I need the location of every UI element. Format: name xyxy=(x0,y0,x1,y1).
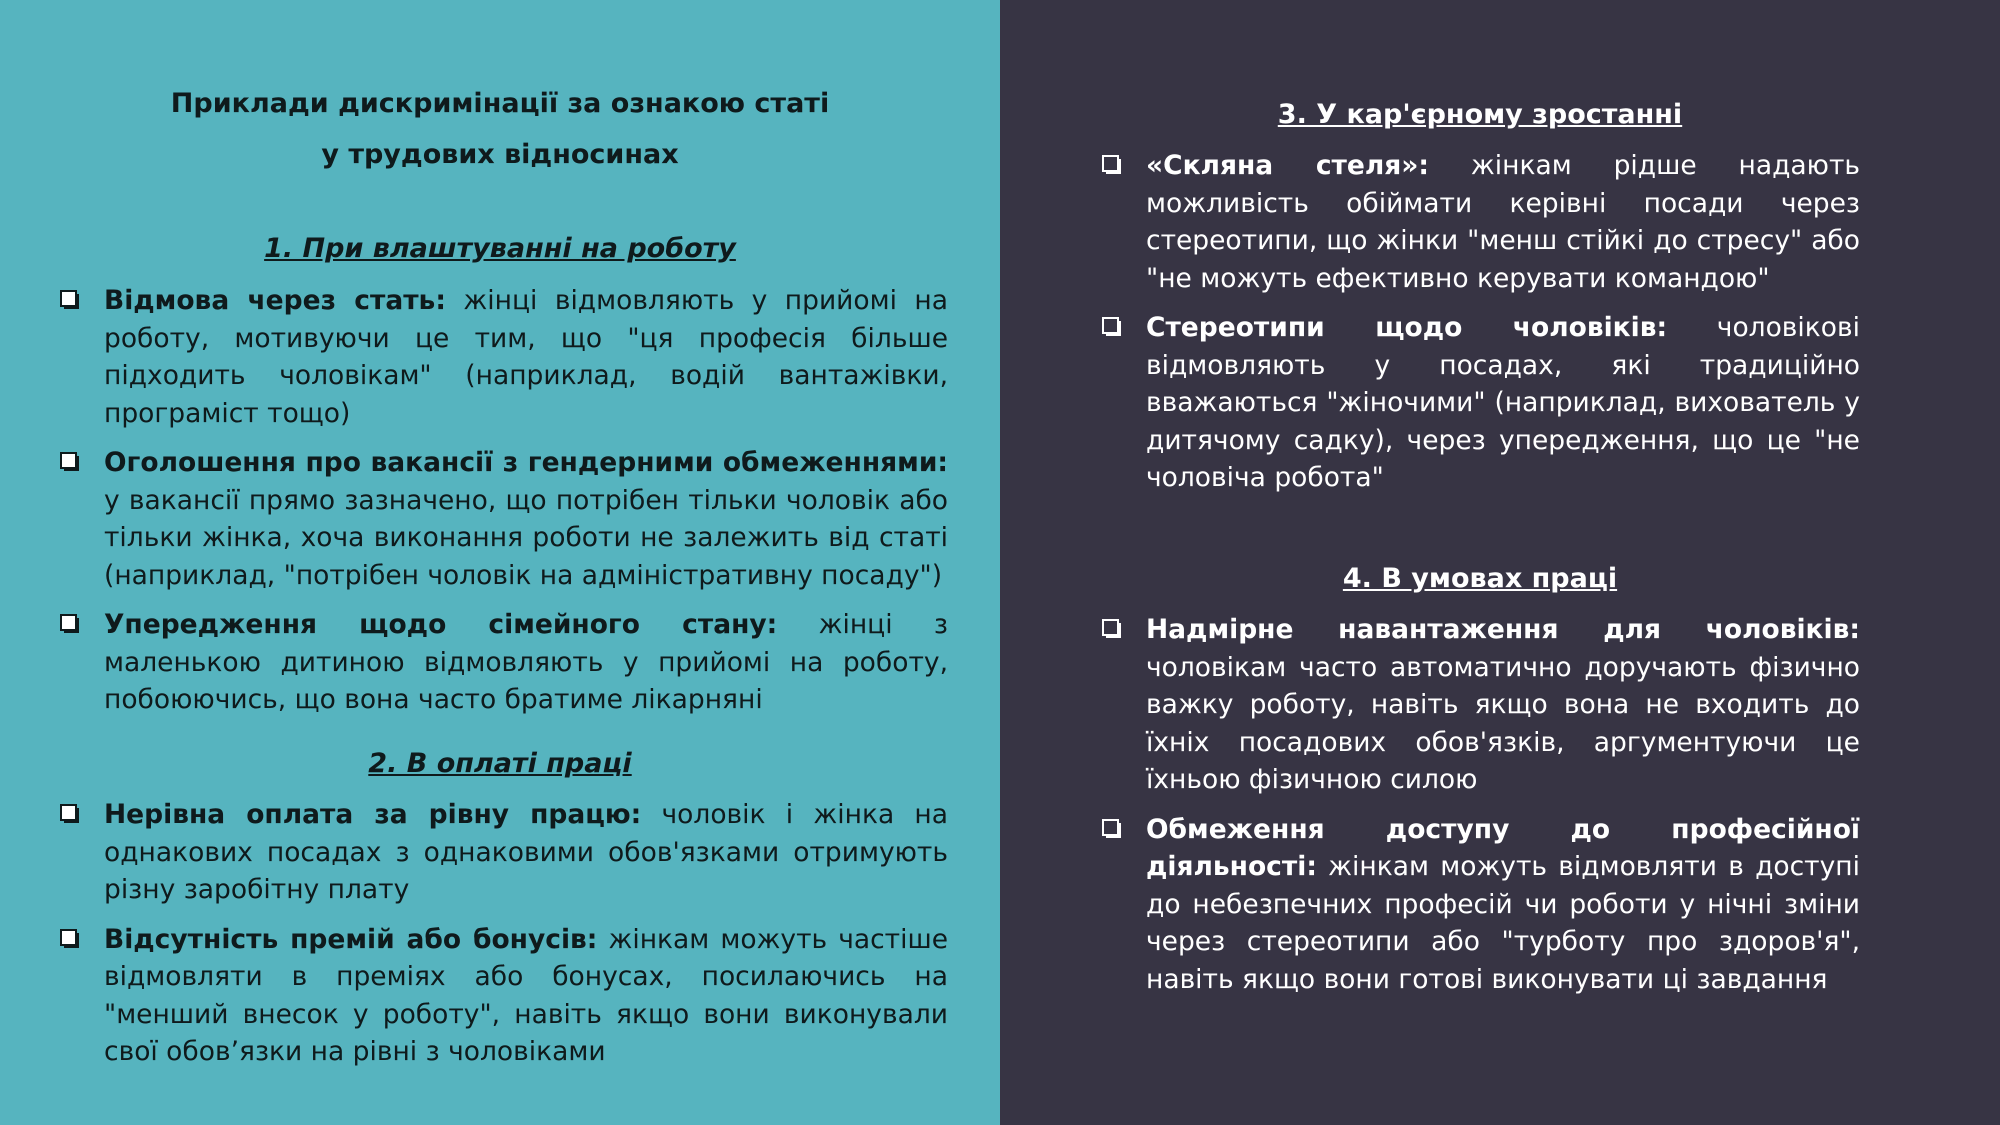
list-item xyxy=(58,921,948,1071)
checkbox-bullet-icon xyxy=(60,804,80,824)
slide-title-line1: Приклади дискримінації за ознакою статі xyxy=(170,88,830,119)
checkbox-bullet-icon xyxy=(60,290,80,310)
item-text: чоловік і жінка на однакових посадах з однаковими обов'язками отримують різну заробітну плату xyxy=(104,799,948,905)
section-heading-career: 3. У кар'єрному зростанні xyxy=(1277,99,1683,130)
checkbox-bullet-icon xyxy=(1102,619,1122,639)
list-item xyxy=(58,282,948,432)
career-list xyxy=(1100,147,1860,509)
checkbox-bullet-icon xyxy=(1102,155,1122,175)
list-item xyxy=(1100,811,1860,999)
slide-title-line2: у трудових відносинах xyxy=(321,139,679,170)
slide-title xyxy=(0,78,1000,180)
item-term: Відмова через стать: xyxy=(104,285,446,316)
list-item xyxy=(1100,147,1860,297)
checkbox-bullet-icon xyxy=(1102,317,1122,337)
item-text: жінкам рідше надають можливість обіймати керівні посади через стереотипи, що жінки "менш стійкі до стресу" або "не можуть ефективно керувати командою" xyxy=(1146,150,1860,294)
item-text: у вакансії прямо зазначено, що потрібен тільки чоловік або тільки жінка, хоча виконання роботи не залежить від статі (наприклад, "потрібен чоловік на адміністративну посаду") xyxy=(104,484,948,591)
item-term: Оголошення про вакансії з гендерними обмеженнями: xyxy=(104,447,948,478)
item-term: «Скляна стеля»: xyxy=(1146,150,1430,181)
checkbox-bullet-icon xyxy=(60,614,80,634)
list-item xyxy=(58,796,948,909)
hiring-list xyxy=(58,282,948,731)
item-text: чоловікам часто автоматично доручають фізично важку роботу, навіть якщо вона не входить до їхніх посадових обов'язків, аргументуючи це їхньою фізичною силою xyxy=(1146,651,1860,795)
list-item xyxy=(58,606,948,719)
checkbox-bullet-icon xyxy=(60,452,80,472)
list-item xyxy=(1100,309,1860,497)
item-term: Нерівна оплата за рівну працю: xyxy=(104,799,642,830)
section-heading-conditions: 4. В умовах праці xyxy=(1342,563,1618,594)
list-item xyxy=(1100,611,1860,799)
item-term: Відсутність премій або бонусів: xyxy=(104,923,598,955)
item-term: Обмеження доступу до професійної діяльності: xyxy=(1146,813,1860,882)
checkbox-bullet-icon xyxy=(60,929,80,949)
pay-list xyxy=(58,796,948,1083)
conditions-list xyxy=(1100,611,1860,1010)
item-text: чоловікові відмовляють у посадах, які традиційно вважаються "жіночими" (наприклад, вихователь у дитячому садку), через упередження, що це "не чоловіча робота" xyxy=(1146,312,1860,493)
item-text: жінкам можуть відмовляти в доступі до небезпечних професій чи роботи у нічні зміни через стереотипи або "турботу про здоров'я", навіть якщо вони готові виконувати ці завдання xyxy=(1146,851,1860,995)
item-text: жінкам можуть частіше відмовляти в преміях або бонусах, посилаючись на "менший внесок у роботу", навіть якщо вони виконували свої обов’язки на рівні з чоловіками xyxy=(104,923,949,1067)
item-term: Надмірне навантаження для чоловіків: xyxy=(1146,614,1860,645)
item-term: Стереотипи щодо чоловіків: xyxy=(1146,312,1668,343)
right-panel xyxy=(1000,0,2000,1125)
item-term: Упередження щодо сімейного стану: xyxy=(104,609,778,640)
checkbox-bullet-icon xyxy=(1102,819,1122,839)
section-heading-pay: 2. В оплаті праці xyxy=(368,748,632,779)
list-item xyxy=(58,444,948,594)
item-text: жінці з маленькою дитиною відмовляють у прийомі на роботу, побоюючись, що вона часто братиме лікарняні xyxy=(104,609,948,715)
item-text: жінці відмовляють у прийомі на роботу, мотивуючи це тим, що "ця професія більше підходить чоловікам" (наприклад, водій вантажівки, програміст тощо) xyxy=(104,285,948,429)
section-heading-hiring: 1. При влаштуванні на роботу xyxy=(264,233,736,264)
